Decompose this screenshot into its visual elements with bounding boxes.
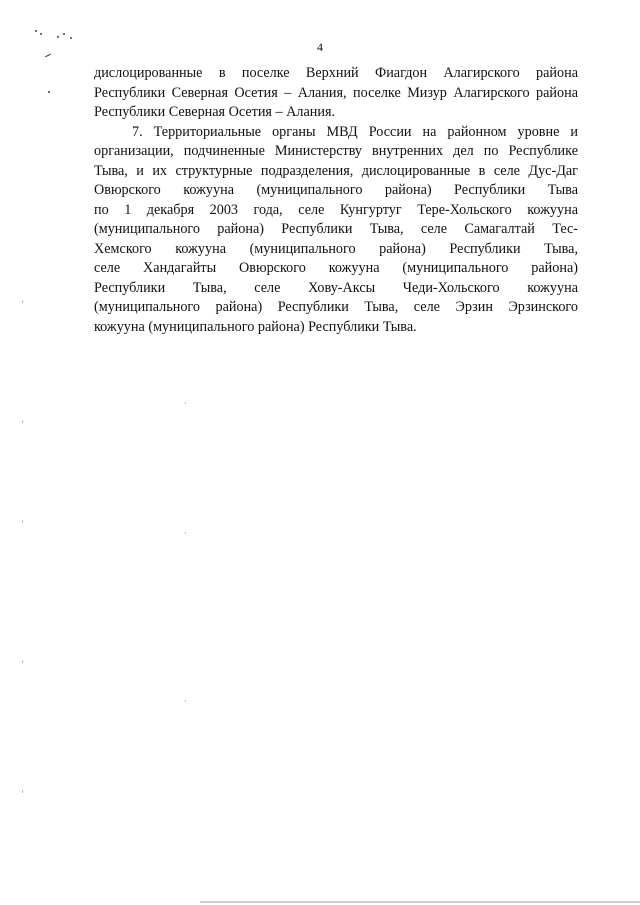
text-line: дислоцированные в поселке Верхний Фиагдон Алагирского района — [94, 65, 578, 81]
scan-edge-mark — [22, 790, 23, 793]
scan-speck — [57, 36, 59, 38]
paragraph-1 — [94, 64, 578, 123]
text-line: селе Хандагайты Овюрского кожууна (муниципального района) — [94, 260, 578, 276]
page-number: 4 — [317, 40, 323, 54]
paragraph-2 — [94, 123, 578, 338]
scan-edge-mark — [22, 660, 23, 663]
text-line: организации, подчиненные Министерству внутренних дел по Республике — [94, 143, 578, 159]
scan-edge-mark — [185, 402, 186, 404]
text-line: кожууна (муниципального района) Республики Тыва. — [94, 318, 417, 335]
text-line: Тыва, и их структурные подразделения, дислоцированные в селе Дус-Даг — [94, 162, 578, 179]
scan-edge-mark — [22, 520, 23, 523]
scan-bottom-edge — [200, 901, 640, 903]
scan-speck — [48, 91, 50, 93]
text-line: (муниципального района) Республики Тыва, селе Эрзин Эрзинского — [94, 299, 578, 315]
scan-speck — [63, 33, 65, 35]
text-line: Республики Северная Осетия – Алания, поселке Мизур Алагирского района — [94, 84, 578, 101]
text-line: Овюрского кожууна (муниципального района) Республики Тыва — [94, 182, 578, 198]
text-line: 7. Территориальные органы МВД России на районном уровне и — [132, 123, 578, 140]
text-line: по 1 декабря 2003 года, селе Кунгуртуг Тере-Хольского кожууна — [94, 201, 578, 218]
scan-edge-mark — [185, 532, 186, 534]
scan-speck — [40, 33, 42, 35]
text-line: (муниципального района) Республики Тыва, селе Самагалтай Тес- — [94, 221, 578, 237]
scan-speck — [70, 37, 72, 39]
text-line: Республики Северная Осетия – Алания. — [94, 104, 336, 120]
scan-edge-mark — [22, 300, 23, 303]
scan-edge-mark — [22, 420, 23, 423]
document-body — [94, 64, 578, 337]
scan-speck — [35, 30, 37, 32]
text-line: Хемского кожууна (муниципального района) Республики Тыва, — [94, 240, 578, 257]
text-line: Республики Тыва, селе Хову-Аксы Чеди-Хольского кожууна — [94, 279, 578, 296]
scan-edge-mark — [185, 700, 186, 702]
